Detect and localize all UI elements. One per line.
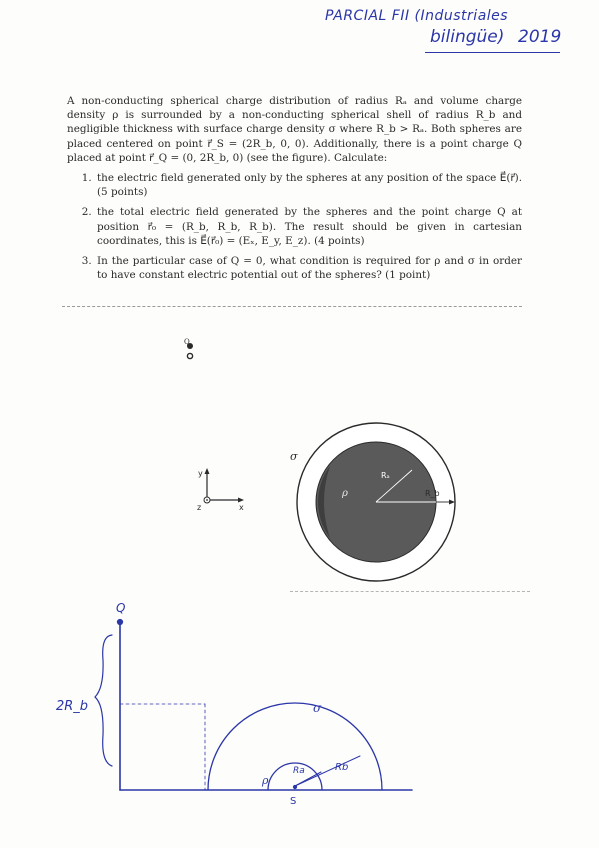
sketch-charge-dot [117,619,122,624]
radius-b-label: R_b [425,489,440,498]
sketch-q-label: Q [116,601,126,615]
header-subtitle: bilingüe) [430,27,505,47]
hand-sketch [95,619,412,790]
axis-y-label: y [198,469,203,478]
sketch-rho-label: ρ [262,774,269,787]
height-brace [95,635,112,766]
sigma-label: σ [290,450,298,463]
radius-a-label: Rₐ [381,471,390,480]
printed-figure [184,338,455,581]
header-title: PARCIAL FII (Industriales [325,8,509,24]
sketch-center-dot [293,785,296,788]
sketch-ra-label: Ra [293,766,305,776]
figure-charge-label: Q [184,338,190,346]
sketch-s-label: S [290,796,297,807]
problem-item-3: 3. In the particular case of Q = 0, what condition is required for ρ and σ in order to have constant electric potential out of the spheres? (1 point) [95,254,522,282]
header-year: 2019 [518,27,562,47]
axes-icon [204,468,244,503]
rho-label: ρ [342,488,348,499]
sketch-rb-label: Rb [335,762,349,773]
problem-item-2: 2. the total electric field generated by the spheres and the point charge Q at position r⃗₀ = (R_b, R_b, R_b). The result should be given in cartesian coordinates, this is E⃗(r⃗₀) = (Eₓ, E_y, E_z). (4 points) [95,205,522,248]
problem-item-1: 1. the electric field generated only by the spheres at any position of the space E⃗(r⃗). (5 points) [95,171,522,199]
sketch-sigma-label: σ [313,701,322,715]
axis-z-label: z [197,503,202,512]
axis-x-label: x [239,503,244,512]
sketch-height-label: 2R_b [56,699,89,714]
sketch-outer-shell [208,703,382,790]
problem-intro: A non-conducting spherical charge distribution of radius Rₐ and volume charge density ρ is surrounded by a non-conducting spherical shell of radius R_b and negligible thickness with surface charge density σ where R_b > Rₐ. Both spheres are placed centered on point r⃗_S = (2R_b, 0, 0). Additionally, there is a point charge Q placed at point r⃗_Q = (0, 2R_b, 0) (see the figure). Calculate: [67,95,522,164]
